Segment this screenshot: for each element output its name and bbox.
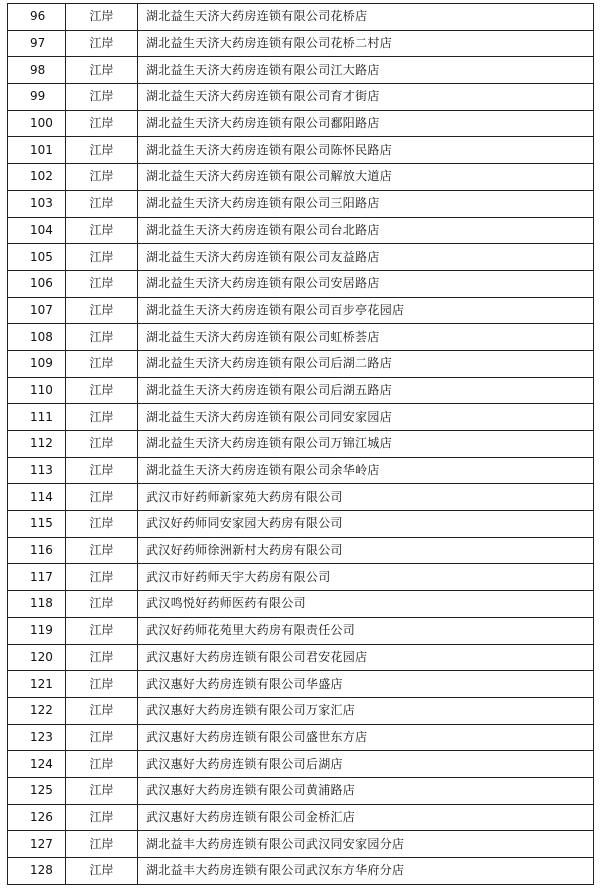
- pharmacy-name-cell: 湖北益生天济大药房连锁有限公司解放大道店: [138, 164, 594, 191]
- table-row: [8, 537, 594, 564]
- row-number-cell: 110: [8, 377, 66, 404]
- row-number-cell: 126: [8, 804, 66, 831]
- district-cell: 江岸: [66, 350, 138, 377]
- pharmacy-name-cell: 武汉惠好大药房连锁有限公司黄浦路店: [138, 777, 594, 804]
- pharmacy-name-cell: 湖北益生天济大药房连锁有限公司百步亭花园店: [138, 297, 594, 324]
- district-cell: 江岸: [66, 137, 138, 164]
- table-row: [8, 724, 594, 751]
- pharmacy-name-cell: 湖北益生天济大药房连锁有限公司陈怀民路店: [138, 137, 594, 164]
- row-number-cell: 117: [8, 564, 66, 591]
- row-number-cell: 114: [8, 484, 66, 511]
- pharmacy-name-cell: 湖北益生天济大药房连锁有限公司友益路店: [138, 244, 594, 271]
- table-row: [8, 804, 594, 831]
- row-number-cell: 101: [8, 137, 66, 164]
- pharmacy-name-cell: 湖北益丰大药房连锁有限公司武汉同安家园分店: [138, 831, 594, 858]
- row-number-cell: 116: [8, 537, 66, 564]
- district-cell: 江岸: [66, 858, 138, 885]
- table-row: [8, 484, 594, 511]
- row-number-cell: 125: [8, 777, 66, 804]
- pharmacy-name-cell: 武汉惠好大药房连锁有限公司盛世东方店: [138, 724, 594, 751]
- pharmacy-name-cell: 湖北益生天济大药房连锁有限公司同安家园店: [138, 404, 594, 431]
- pharmacy-name-cell: 湖北益生天济大药房连锁有限公司鄱阳路店: [138, 110, 594, 137]
- table-row: [8, 4, 594, 31]
- district-cell: 江岸: [66, 217, 138, 244]
- table-row: [8, 671, 594, 698]
- table-row: [8, 697, 594, 724]
- district-cell: 江岸: [66, 244, 138, 271]
- row-number-cell: 107: [8, 297, 66, 324]
- pharmacy-name-cell: 湖北益生天济大药房连锁有限公司万锦江城店: [138, 431, 594, 458]
- district-cell: 江岸: [66, 537, 138, 564]
- row-number-cell: 102: [8, 164, 66, 191]
- row-number-cell: 111: [8, 404, 66, 431]
- table-row: [8, 217, 594, 244]
- row-number-cell: 127: [8, 831, 66, 858]
- district-cell: 江岸: [66, 57, 138, 84]
- row-number-cell: 103: [8, 190, 66, 217]
- table-row: [8, 350, 594, 377]
- district-cell: 江岸: [66, 324, 138, 351]
- table-row: [8, 110, 594, 137]
- district-cell: 江岸: [66, 404, 138, 431]
- row-number-cell: 122: [8, 697, 66, 724]
- pharmacy-name-cell: 武汉惠好大药房连锁有限公司万家汇店: [138, 697, 594, 724]
- district-cell: 江岸: [66, 84, 138, 111]
- table-row: [8, 244, 594, 271]
- pharmacy-name-cell: 湖北益生天济大药房连锁有限公司台北路店: [138, 217, 594, 244]
- district-cell: 江岸: [66, 270, 138, 297]
- district-cell: 江岸: [66, 511, 138, 538]
- table-row: [8, 57, 594, 84]
- table-row: [8, 190, 594, 217]
- pharmacy-name-cell: 武汉惠好大药房连锁有限公司后湖店: [138, 751, 594, 778]
- table-row: [8, 404, 594, 431]
- pharmacy-name-cell: 湖北益生天济大药房连锁有限公司江大路店: [138, 57, 594, 84]
- table-row: [8, 377, 594, 404]
- table-row: [8, 137, 594, 164]
- district-cell: 江岸: [66, 4, 138, 31]
- table-row: [8, 511, 594, 538]
- district-cell: 江岸: [66, 377, 138, 404]
- table-row: [8, 270, 594, 297]
- pharmacy-name-cell: 武汉市好药师天宇大药房有限公司: [138, 564, 594, 591]
- table-row: [8, 831, 594, 858]
- row-number-cell: 109: [8, 350, 66, 377]
- district-cell: 江岸: [66, 564, 138, 591]
- district-cell: 江岸: [66, 751, 138, 778]
- table-row: [8, 457, 594, 484]
- pharmacy-name-cell: 武汉惠好大药房连锁有限公司金桥汇店: [138, 804, 594, 831]
- district-cell: 江岸: [66, 777, 138, 804]
- table-row: [8, 858, 594, 885]
- row-number-cell: 121: [8, 671, 66, 698]
- row-number-cell: 104: [8, 217, 66, 244]
- row-number-cell: 105: [8, 244, 66, 271]
- pharmacy-name-cell: 湖北益生天济大药房连锁有限公司安居路店: [138, 270, 594, 297]
- table-row: [8, 164, 594, 191]
- pharmacy-name-cell: 湖北益生天济大药房连锁有限公司育才街店: [138, 84, 594, 111]
- pharmacy-name-cell: 湖北益生天济大药房连锁有限公司后湖二路店: [138, 350, 594, 377]
- district-cell: 江岸: [66, 671, 138, 698]
- row-number-cell: 124: [8, 751, 66, 778]
- table-row: [8, 644, 594, 671]
- pharmacy-name-cell: 武汉好药师徐洲新村大药房有限公司: [138, 537, 594, 564]
- pharmacy-name-cell: 湖北益生天济大药房连锁有限公司虹桥荟店: [138, 324, 594, 351]
- table-row: [8, 324, 594, 351]
- table-row: [8, 564, 594, 591]
- district-cell: 江岸: [66, 164, 138, 191]
- pharmacy-name-cell: 武汉鸣悦好药师医药有限公司: [138, 591, 594, 618]
- district-cell: 江岸: [66, 30, 138, 57]
- district-cell: 江岸: [66, 457, 138, 484]
- pharmacy-table-body: [8, 4, 594, 885]
- row-number-cell: 112: [8, 431, 66, 458]
- district-cell: 江岸: [66, 431, 138, 458]
- table-row: [8, 84, 594, 111]
- row-number-cell: 128: [8, 858, 66, 885]
- district-cell: 江岸: [66, 644, 138, 671]
- row-number-cell: 97: [8, 30, 66, 57]
- district-cell: 江岸: [66, 831, 138, 858]
- table-row: [8, 297, 594, 324]
- district-cell: 江岸: [66, 697, 138, 724]
- table-row: [8, 431, 594, 458]
- pharmacy-name-cell: 武汉市好药师新家苑大药房有限公司: [138, 484, 594, 511]
- pharmacy-list-sheet: [7, 3, 593, 885]
- row-number-cell: 123: [8, 724, 66, 751]
- pharmacy-name-cell: 湖北益生天济大药房连锁有限公司三阳路店: [138, 190, 594, 217]
- pharmacy-name-cell: 湖北益生天济大药房连锁有限公司余华岭店: [138, 457, 594, 484]
- pharmacy-name-cell: 湖北益生天济大药房连锁有限公司花桥二村店: [138, 30, 594, 57]
- district-cell: 江岸: [66, 617, 138, 644]
- district-cell: 江岸: [66, 110, 138, 137]
- table-row: [8, 777, 594, 804]
- district-cell: 江岸: [66, 804, 138, 831]
- district-cell: 江岸: [66, 190, 138, 217]
- table-row: [8, 30, 594, 57]
- row-number-cell: 108: [8, 324, 66, 351]
- district-cell: 江岸: [66, 724, 138, 751]
- pharmacy-name-cell: 武汉惠好大药房连锁有限公司华盛店: [138, 671, 594, 698]
- row-number-cell: 100: [8, 110, 66, 137]
- row-number-cell: 113: [8, 457, 66, 484]
- row-number-cell: 120: [8, 644, 66, 671]
- district-cell: 江岸: [66, 297, 138, 324]
- row-number-cell: 106: [8, 270, 66, 297]
- pharmacy-table: [7, 3, 594, 885]
- row-number-cell: 118: [8, 591, 66, 618]
- pharmacy-name-cell: 湖北益生天济大药房连锁有限公司花桥店: [138, 4, 594, 31]
- row-number-cell: 115: [8, 511, 66, 538]
- row-number-cell: 99: [8, 84, 66, 111]
- table-row: [8, 591, 594, 618]
- pharmacy-name-cell: 武汉好药师同安家园大药房有限公司: [138, 511, 594, 538]
- pharmacy-name-cell: 湖北益丰大药房连锁有限公司武汉东方华府分店: [138, 858, 594, 885]
- district-cell: 江岸: [66, 591, 138, 618]
- row-number-cell: 119: [8, 617, 66, 644]
- pharmacy-name-cell: 武汉好药师花苑里大药房有限责任公司: [138, 617, 594, 644]
- row-number-cell: 96: [8, 4, 66, 31]
- row-number-cell: 98: [8, 57, 66, 84]
- pharmacy-name-cell: 武汉惠好大药房连锁有限公司君安花园店: [138, 644, 594, 671]
- table-row: [8, 617, 594, 644]
- district-cell: 江岸: [66, 484, 138, 511]
- pharmacy-name-cell: 湖北益生天济大药房连锁有限公司后湖五路店: [138, 377, 594, 404]
- table-row: [8, 751, 594, 778]
